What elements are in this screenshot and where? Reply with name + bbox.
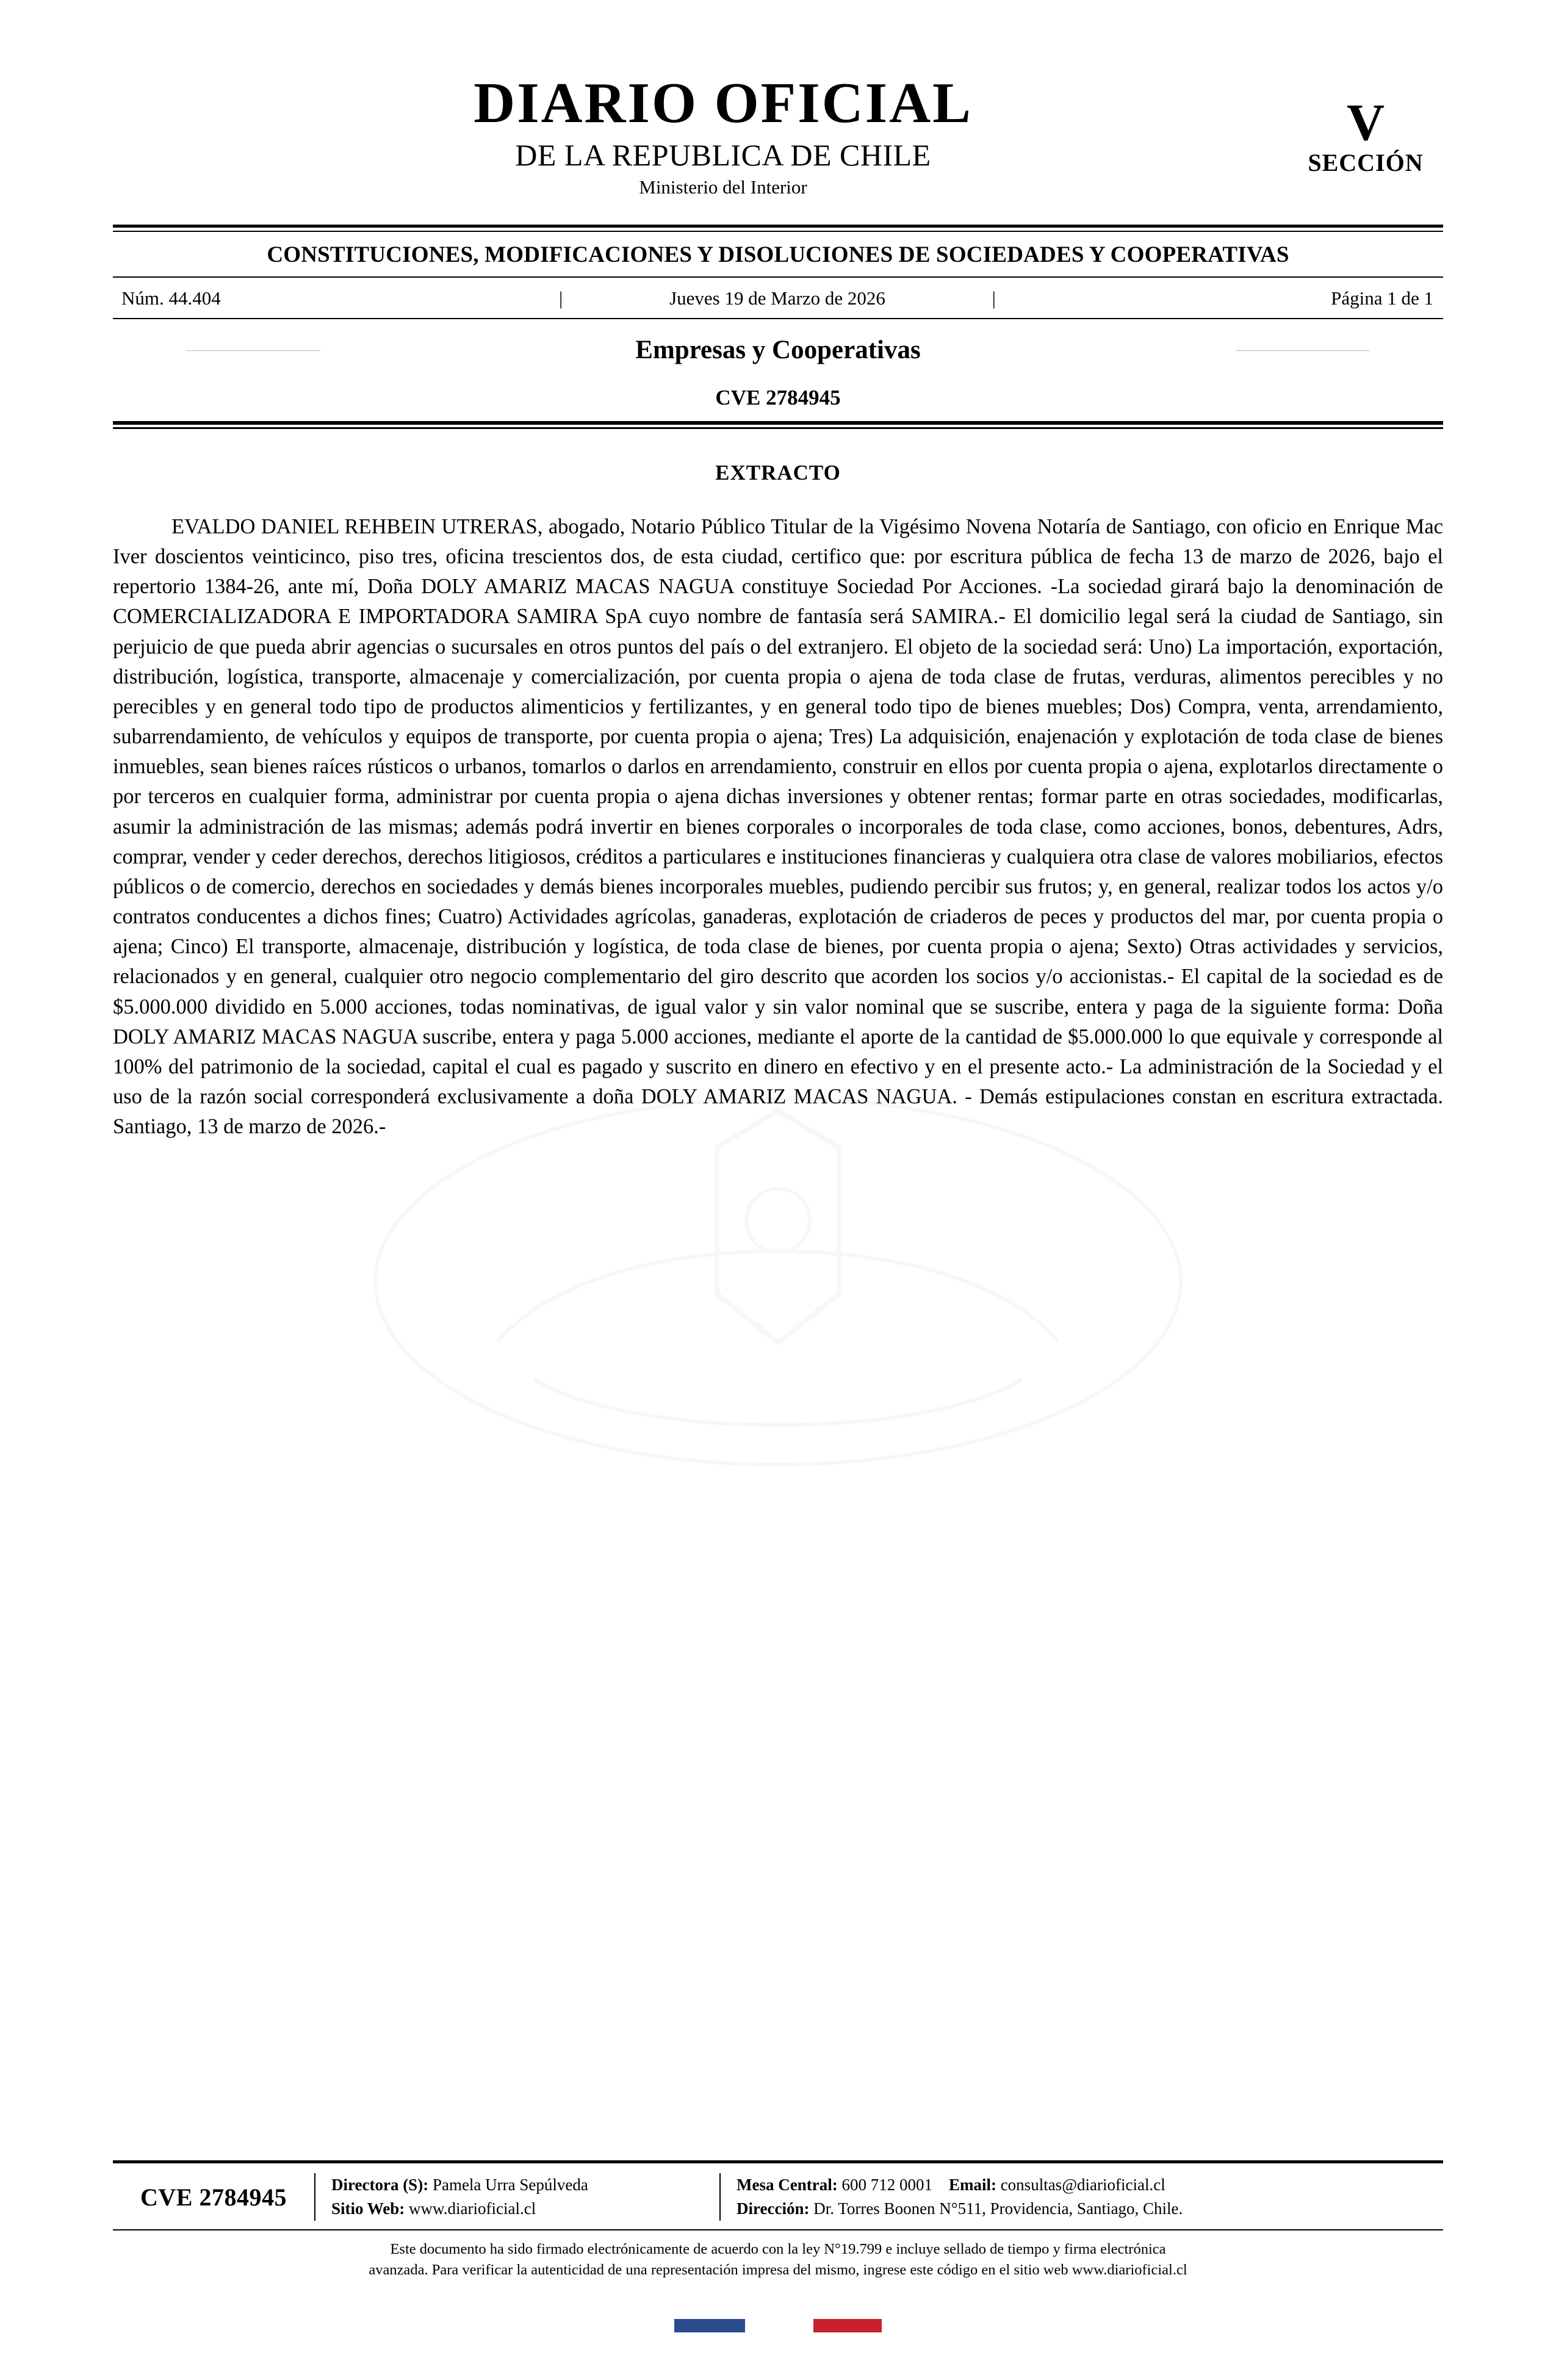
- section-label: SECCIÓN: [1308, 149, 1424, 177]
- issue-page-count: Página 1 de 1: [1331, 287, 1433, 309]
- legal-notice: [113, 2230, 1443, 2281]
- flag-stripe-blue: [674, 2319, 745, 2332]
- footer-email-label: Email:: [948, 2176, 996, 2194]
- page-content: [113, 73, 1443, 1142]
- masthead-center: [113, 73, 1443, 198]
- footer-address-value: Dr. Torres Boonen N°511, Providencia, Santiago, Chile.: [813, 2199, 1183, 2218]
- footer-cve-code: CVE 2784945: [140, 2183, 287, 2211]
- publication-ministry: Ministerio del Interior: [639, 176, 807, 198]
- subheading-text: Empresas y Cooperativas: [635, 336, 921, 364]
- divider-top: [113, 225, 1443, 232]
- page-footer: [113, 2160, 1443, 2281]
- section-banner: CONSTITUCIONES, MODIFICACIONES Y DISOLUCIONES DE SOCIEDADES Y COOPERATIVAS: [267, 242, 1289, 267]
- issue-separator-2: |: [992, 287, 996, 309]
- footer-switchboard-label: Mesa Central:: [737, 2176, 838, 2194]
- flag-stripe-white: [745, 2319, 813, 2332]
- publication-subtitle: DE LA REPUBLICA DE CHILE: [515, 137, 931, 172]
- footer-main-row: [113, 2163, 1443, 2229]
- divider-cve-bottom: [113, 421, 1443, 429]
- footer-director-line: [331, 2173, 704, 2197]
- footer-contact-column: [719, 2173, 1443, 2221]
- footer-switchboard-line: [737, 2173, 1427, 2197]
- footer-address-line: [737, 2197, 1427, 2221]
- document-body: EVALDO DANIEL REHBEIN UTRERAS, abogado, Notario Público Titular de la Vigésimo Novena Notaría de Santiago, con oficio en Enrique Mac Iver doscientos veinticinco, piso tres, oficina trescientos dos, de esta ciudad, certifico que: por escritura pública de fecha 13 de marzo de 2026, bajo el repertorio 1384-26, ante mí, Doña DOLY AMARIZ MACAS NAGUA constituye Sociedad Por Acciones. -La sociedad girará bajo la denominación de COMERCIALIZADORA E IMPORTADORA SAMIRA SpA cuyo nombre de fantasía será SAMIRA.- El domicilio legal será la ciudad de Santiago, sin perjuicio de que pueda abrir agencias o sucursales en otros puntos del país o del extranjero. El objeto de la sociedad será: Uno) La importación, exportación, distribución, logística, transporte, almacenaje y comercialización, por cuenta propia o ajena de toda clase de frutas, verduras, alimentos perecibles y no perecibles y en general todo tipo de productos alimenticios y fertilizantes, y en general todo tipo de bienes muebles; Dos) Compra, venta, arrendamiento, subarrendamiento, de vehículos y equipos de transporte, por cuenta propia o ajena; Tres) La adquisición, enajenación y explotación de toda clase de bienes inmuebles, sean bienes raíces rústicos o urbanos, tomarlos o darlos en arrendamiento, construir en ellos por cuenta propia o ajena, explotarlos directamente o por terceros en cualquier forma, administrar por cuenta propia o ajena dichas inversiones y obtener rentas; formar parte en otras sociedades, modificarlas, asumir la administración de las mismas; además podrá invertir en bienes corporales o incorporales de toda clase, como acciones, bonos, debentures, Adrs, comprar, vender y ceder derechos, derechos litigiosos, créditos a particulares e instituciones financieras y cualquiera otra clase de valores mobiliarios, efectos públicos o de comercio, derechos en sociedades y demás bienes incorporales muebles, pudiendo percibir sus frutos; y, en general, realizar todos los actos y/o contratos conducentes a dichos fines; Cuatro) Actividades agrícolas, ganaderas, explotación de criaderos de peces y productos del mar, por cuenta propia o ajena; Cinco) El transporte, almacenaje, distribución y logística, de toda clase de bienes, por cuenta propia o ajena; Sexto) Otras actividades y servicios, relacionados y en general, cualquier otro negocio complementario del giro descrito que acorden los socios y/o accionistas.- El capital de la sociedad es de $5.000.000 dividido en 5.000 acciones, todas nominativas, de igual valor y sin valor nominal que se suscribe, entera y paga de la siguiente forma: Doña DOLY AMARIZ MACAS NAGUA suscribe, entera y paga 5.000 acciones, mediante el aporte de la cantidad de $5.000.000 lo que equivale y corresponde al 100% del patrimonio de la sociedad, capital el cual es pagado y suscrito en dinero en efectivo y en el presente acto.- La administración de la Sociedad y el uso de la razón social corresponderá exclusivamente a doña DOLY AMARIZ MACAS NAGUA. - Demás estipulaciones constan en escritura extractada. Santiago, 13 de marzo de 2026.-: [113, 515, 1443, 1139]
- legal-notice-line-1: Este documento ha sido firmado electrónicamente de acuerdo con la ley N°19.799 e incluye sellado de tiempo y firma electrónica: [390, 2241, 1166, 2258]
- masthead: [113, 73, 1443, 220]
- flag-stripe-red: [813, 2319, 882, 2332]
- legal-notice-line-2: avanzada. Para verificar la autenticidad de una representación impresa del mismo, ingrese este código en el sitio web www.diarioficial.cl: [369, 2262, 1187, 2279]
- section-marker: [1295, 93, 1436, 177]
- footer-director-name: Pamela Urra Sepúlveda: [432, 2176, 588, 2194]
- footer-directory-column: [314, 2173, 719, 2221]
- footer-address-label: Dirección:: [737, 2199, 810, 2218]
- issue-date: Jueves 19 de Marzo de 2026: [669, 287, 885, 309]
- section-letter: V: [1346, 93, 1385, 151]
- footer-switchboard-value: 600 712 0001: [841, 2176, 932, 2194]
- cve-heading: CVE 2784945: [715, 386, 841, 409]
- footer-site-label: Sitio Web:: [331, 2199, 405, 2218]
- footer-site-line: [331, 2197, 704, 2221]
- chile-flag-bar: [674, 2319, 882, 2332]
- issue-number: Núm. 44.404: [121, 287, 221, 309]
- footer-site-value[interactable]: www.diarioficial.cl: [409, 2199, 536, 2218]
- subheading-block: [113, 335, 1443, 365]
- divider-issue-bottom: [113, 318, 1443, 319]
- issue-info-row: [113, 278, 1443, 318]
- footer-email-value[interactable]: consultas@diarioficial.cl: [1000, 2176, 1165, 2194]
- document-title: EXTRACTO: [715, 461, 841, 485]
- publication-title: DIARIO OFICIAL: [474, 71, 973, 135]
- subheading-rule-right: [1236, 350, 1370, 351]
- subheading-rule-left: [186, 350, 320, 351]
- footer-director-label: Directora (S):: [331, 2176, 429, 2194]
- issue-separator-1: |: [559, 287, 563, 309]
